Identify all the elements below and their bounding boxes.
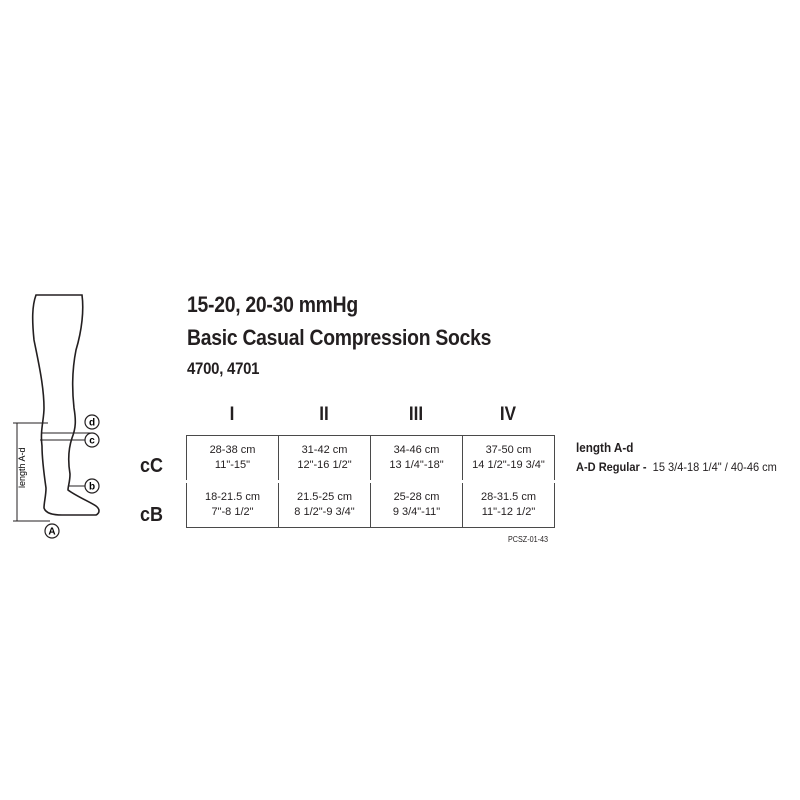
column-header-i: I [229, 404, 235, 425]
marker-a [45, 524, 59, 538]
marker-c [85, 433, 99, 447]
product-title: Basic Casual Compression Socks [187, 325, 492, 350]
row-label-cb: cB [140, 504, 164, 526]
length-regular [576, 460, 777, 474]
size-cell: 28-31.5 cm 11"-12 1/2" [463, 482, 555, 528]
size-cell: 37-50 cm 14 1/2"-19 3/4" [463, 436, 555, 482]
size-table [186, 435, 555, 528]
svg-text:A: A [48, 526, 56, 538]
marker-d [85, 415, 99, 429]
column-header-iii: III [408, 404, 424, 425]
size-cell: 25-28 cm 9 3/4"-11" [371, 482, 463, 528]
column-header-iv: IV [499, 404, 517, 425]
size-cell: 21.5-25 cm 8 1/2"-9 3/4" [279, 482, 371, 528]
column-header-ii: II [319, 404, 329, 425]
svg-text:b: b [88, 481, 96, 493]
product-codes: 4700, 4701 [187, 359, 260, 378]
size-cell: 34-46 cm 13 1/4"-18" [371, 436, 463, 482]
length-heading: length A-d [576, 440, 634, 455]
row-label-cc: cC [140, 455, 164, 477]
length-regular-value: 15 3/4-18 1/4" / 40-46 cm [652, 460, 777, 474]
size-cell: 31-42 cm 12"-16 1/2" [279, 436, 371, 482]
length-regular-label: A-D Regular - [576, 460, 647, 474]
length-label: length A-d [17, 447, 27, 488]
size-cell: 28-38 cm 11"-15" [187, 436, 279, 482]
pressure-heading: 15-20, 20-30 mmHg [187, 292, 358, 317]
svg-text:d: d [88, 417, 96, 429]
table-row [187, 482, 555, 528]
table-row [187, 436, 555, 482]
svg-text:c: c [89, 435, 95, 447]
leg-diagram [10, 290, 120, 540]
chart-code: PCSZ-01-43 [508, 535, 549, 544]
marker-b [85, 479, 99, 493]
size-cell: 18-21.5 cm 7"-8 1/2" [187, 482, 279, 528]
